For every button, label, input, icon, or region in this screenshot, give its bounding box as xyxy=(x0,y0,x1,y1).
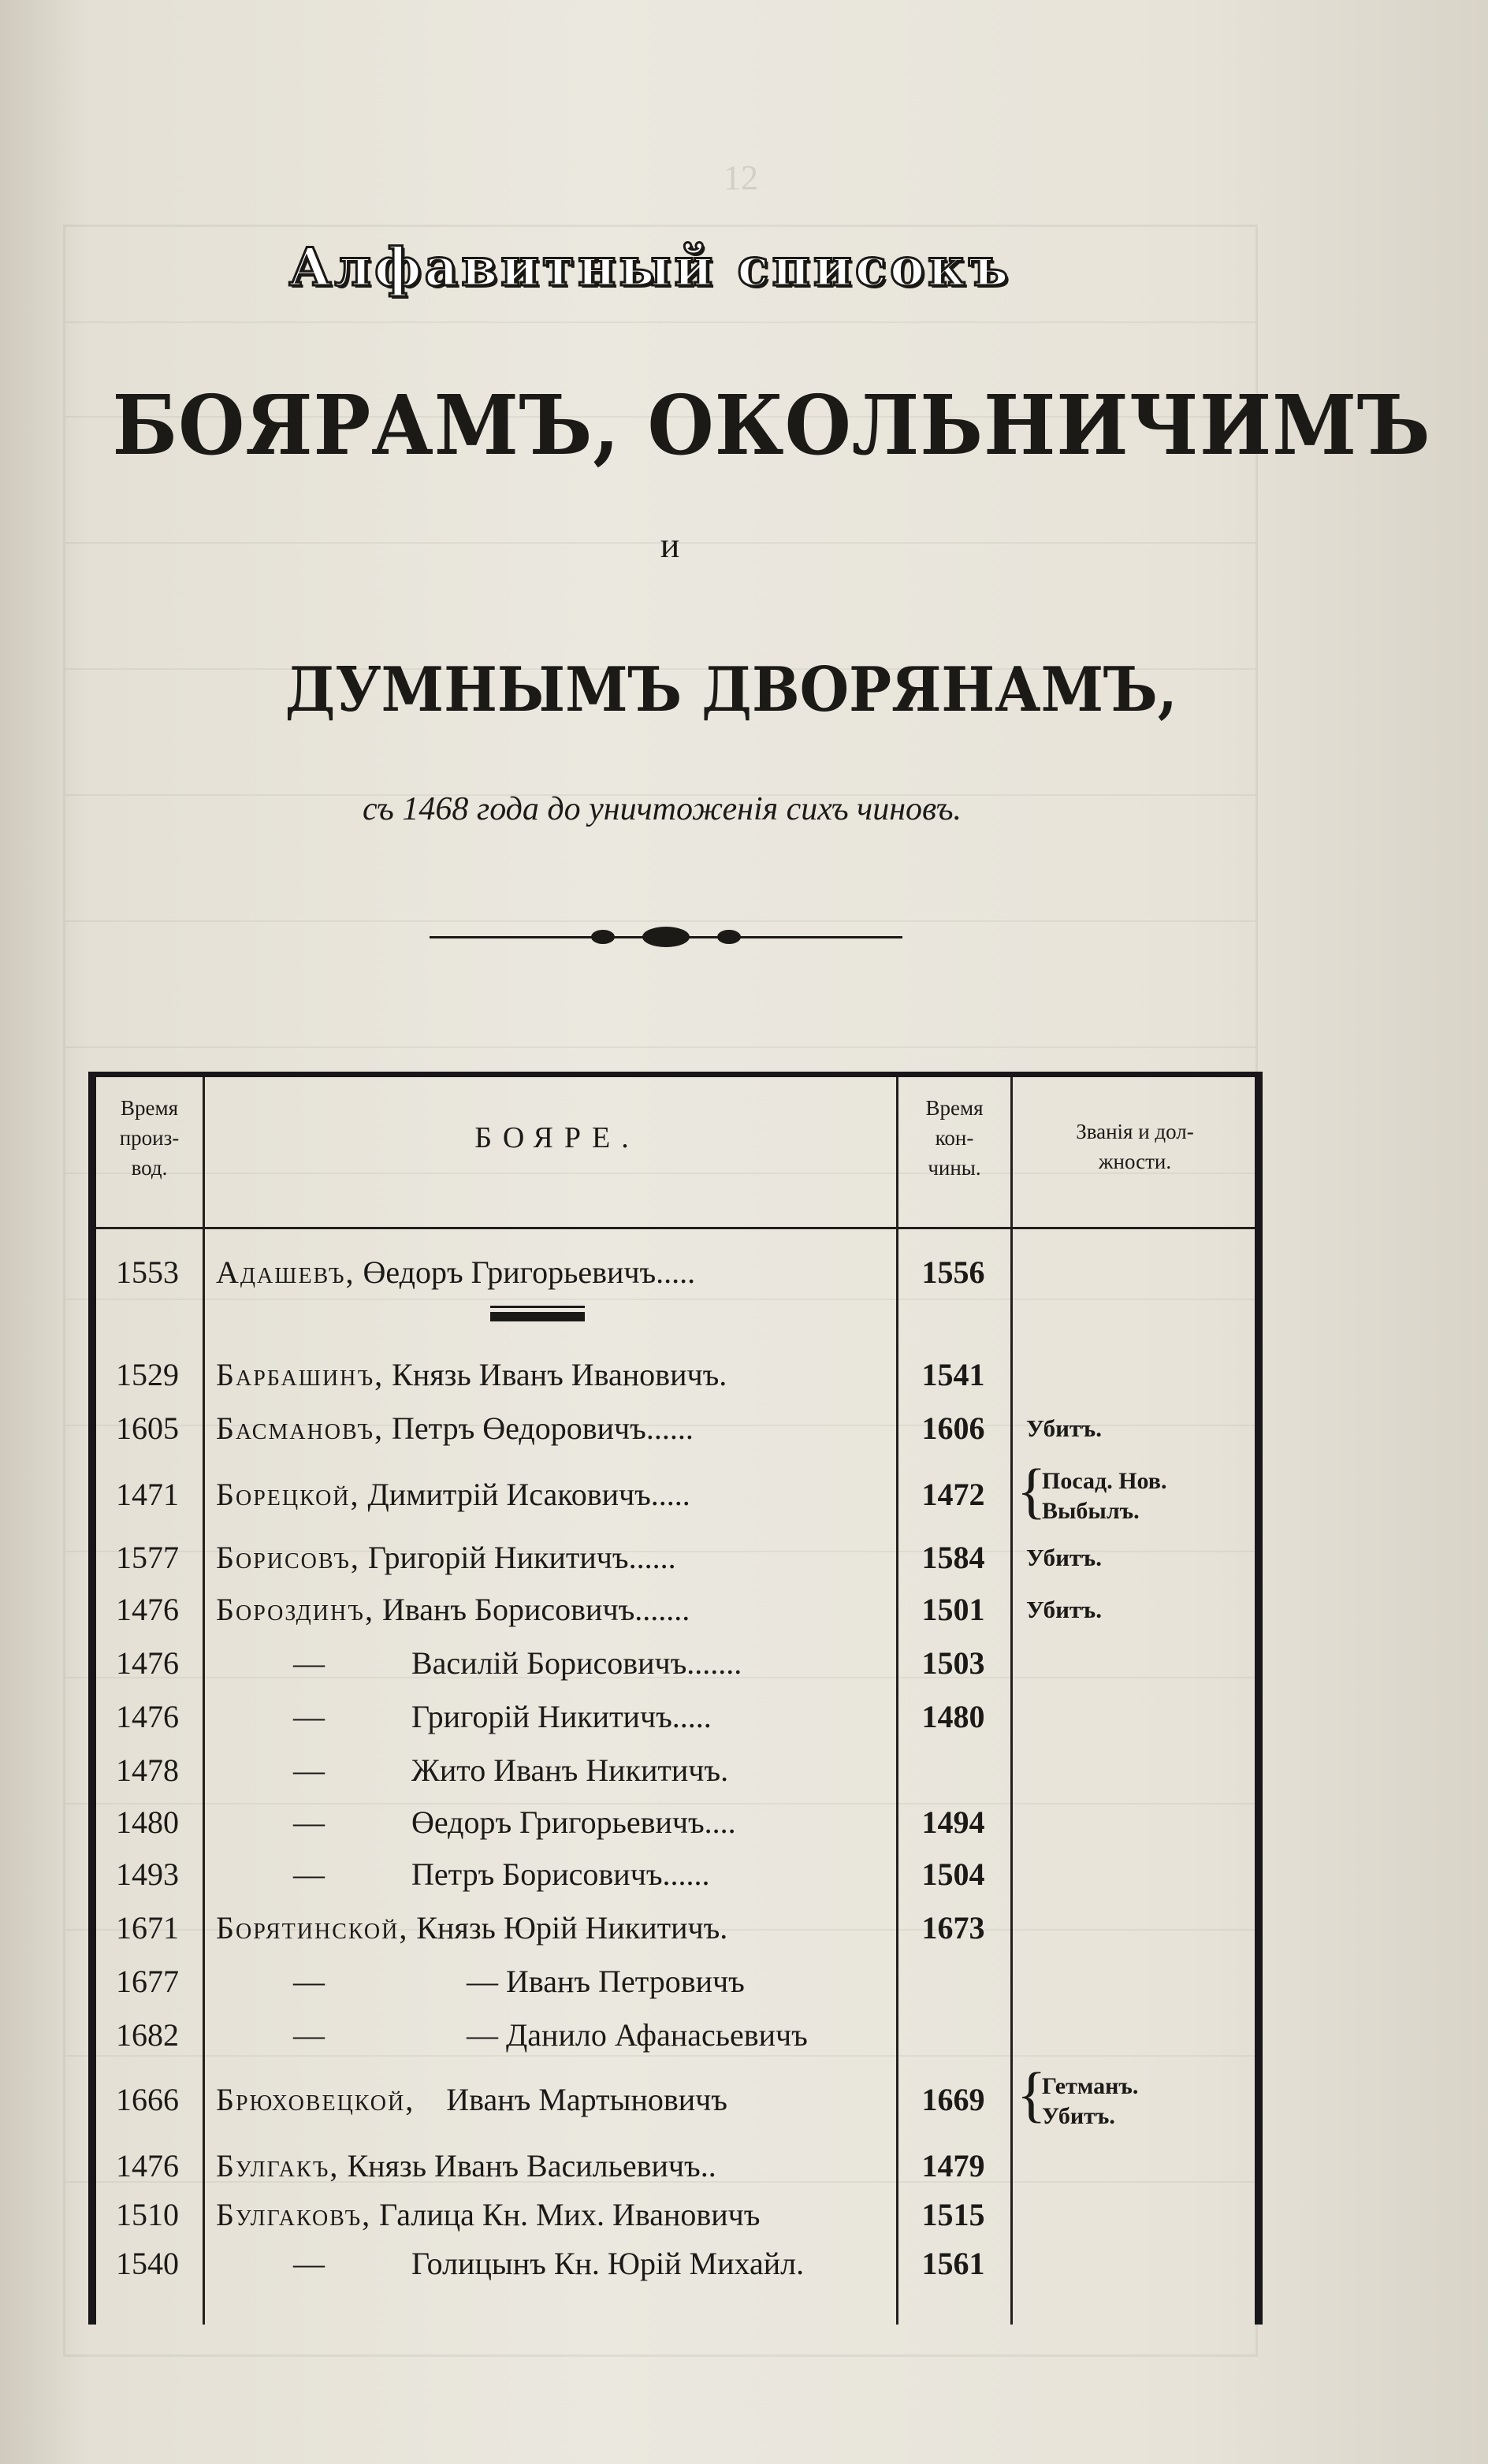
end-year: 1494 xyxy=(921,1804,985,1840)
given-name: Князь Иванъ Васильевичъ.. xyxy=(347,2148,716,2183)
table-row xyxy=(96,1958,1255,2005)
table-row xyxy=(96,1851,1255,1898)
start-year: 1493 xyxy=(116,1856,179,1892)
surname: Борятинской, xyxy=(216,1910,409,1946)
start-year: 1480 xyxy=(116,1804,179,1840)
given-name: Өедоръ Григорьевичъ..... xyxy=(363,1254,696,1290)
table-row xyxy=(96,1351,1255,1399)
end-year: 1504 xyxy=(921,1856,985,1892)
end-year: 1472 xyxy=(921,1477,985,1512)
start-year: 1677 xyxy=(116,1964,179,1999)
table-row xyxy=(96,2191,1255,2239)
boyar-name xyxy=(216,1249,902,1296)
given-name: Григорій Никитичъ..... xyxy=(411,1699,712,1734)
ditto-dash: — xyxy=(293,1856,325,1892)
table-row xyxy=(96,1586,1255,1633)
surname: Адашевъ, xyxy=(216,1254,355,1290)
ditto-dash: — xyxy=(293,1752,325,1788)
start-year: 1476 xyxy=(116,1699,179,1734)
table-row xyxy=(96,2143,1255,2190)
given-name: Жито Иванъ Никитичъ. xyxy=(411,1752,729,1788)
surname: Барбашинъ, xyxy=(216,1357,385,1392)
end-year: 1669 xyxy=(921,2082,985,2117)
note-line: Убитъ. xyxy=(1042,2103,1115,2129)
brace-icon: { xyxy=(1017,1456,1047,1525)
given-name: Өедоръ Григорьевичъ.... xyxy=(411,1804,736,1840)
ditto-dash: — xyxy=(293,1645,325,1681)
page-subtitle: съ 1468 года до уничтоженія сихъ чиновъ. xyxy=(362,791,962,827)
given-name: Иванъ Борисовичъ....... xyxy=(381,1592,690,1627)
table-row xyxy=(96,1799,1255,1846)
note: Убитъ. xyxy=(1026,1414,1102,1442)
surname: Булгакъ, xyxy=(216,2148,340,2183)
start-year: 1510 xyxy=(116,2197,179,2232)
ornament-divider xyxy=(430,922,902,953)
end-year: 1561 xyxy=(921,2246,985,2281)
table-row xyxy=(96,2012,1255,2059)
given-name: Григорій Никитичъ...... xyxy=(367,1540,676,1575)
start-year: 1476 xyxy=(116,1645,179,1681)
table-row xyxy=(96,1905,1255,1952)
header-start-year: Время произ- вод. xyxy=(119,1096,180,1180)
boyar-name xyxy=(216,1471,902,1518)
given-name: — Иванъ Петровичъ xyxy=(467,1964,745,1999)
table-row xyxy=(96,1534,1255,1581)
start-year: 1478 xyxy=(116,1752,179,1788)
given-name: Голицынъ Кн. Юрій Михайл. xyxy=(411,2246,805,2281)
note: Убитъ. xyxy=(1026,1544,1102,1571)
start-year: 1529 xyxy=(116,1357,179,1392)
ditto-dash: — xyxy=(293,1804,325,1840)
section-separator-bar xyxy=(490,1312,585,1321)
start-year: 1577 xyxy=(116,1540,179,1575)
given-name: Петръ Өедоровичъ...... xyxy=(391,1410,694,1446)
given-name: Иванъ Мартыновичъ xyxy=(446,2082,727,2117)
surname: Басмановъ, xyxy=(216,1410,384,1446)
end-year: 1673 xyxy=(921,1910,985,1946)
ditto-dash: — xyxy=(293,2017,325,2053)
start-year: 1476 xyxy=(116,1592,179,1627)
boyar-name xyxy=(216,1586,902,1633)
given-name: Галица Кн. Мих. Ивановичъ xyxy=(379,2197,761,2232)
surname: Борисовъ, xyxy=(216,1540,360,1575)
header-notes: Званія и дол- жности. xyxy=(1076,1120,1194,1173)
start-year: 1553 xyxy=(116,1254,179,1290)
page-title-line2: БОЯРАМЪ, ОКОЛЬНИЧИМЪ xyxy=(112,377,1431,474)
end-year: 1503 xyxy=(921,1645,985,1681)
header-end-year: Время кон- чины. xyxy=(925,1096,984,1180)
surname: Брюховецкой, xyxy=(216,2082,415,2117)
table-row xyxy=(96,1640,1255,1687)
brace-icon: { xyxy=(1017,2060,1047,2128)
boyar-name xyxy=(216,1905,902,1952)
end-year: 1541 xyxy=(921,1357,985,1392)
start-year: 1605 xyxy=(116,1410,179,1446)
end-year: 1556 xyxy=(921,1254,985,1290)
end-year: 1480 xyxy=(921,1699,985,1734)
note: Убитъ. xyxy=(1026,1596,1102,1623)
boyar-name xyxy=(216,1351,902,1399)
given-name: Петръ Борисовичъ...... xyxy=(411,1856,710,1892)
given-name: Князь Юрій Никитичъ. xyxy=(416,1910,728,1946)
given-name: Димитрій Исаковичъ..... xyxy=(367,1477,690,1512)
start-year: 1682 xyxy=(116,2017,179,2053)
start-year: 1471 xyxy=(116,1477,179,1512)
given-name: — Данило Афанасьевичъ xyxy=(467,2017,808,2053)
page-title-line1: Алфавитный списокъ xyxy=(288,236,1012,298)
surname: Борецкой, xyxy=(216,1477,360,1512)
table-row xyxy=(96,1747,1255,1794)
ditto-dash: — xyxy=(293,2246,325,2281)
start-year: 1540 xyxy=(116,2246,179,2281)
section-separator xyxy=(490,1306,585,1308)
page-title-line3: ДУМНЫМЪ ДВОРЯНАМЪ, xyxy=(285,654,1177,726)
header-divider xyxy=(96,1227,1255,1229)
start-year: 1476 xyxy=(116,2148,179,2183)
start-year: 1666 xyxy=(116,2082,179,2117)
boyar-name xyxy=(216,2076,902,2124)
surname: Бороздинъ, xyxy=(216,1592,374,1627)
table-row xyxy=(96,2240,1255,2287)
given-name: Василій Борисовичъ....... xyxy=(411,1645,742,1681)
end-year: 1501 xyxy=(921,1592,985,1627)
page-title-conjunction: и xyxy=(660,525,680,565)
table-row xyxy=(96,1693,1255,1741)
header-boyars: БОЯРЕ. xyxy=(474,1121,640,1154)
note-line: Посад. Нов. xyxy=(1042,1468,1167,1494)
boyar-name xyxy=(216,1534,902,1581)
note-line: Выбылъ. xyxy=(1042,1498,1140,1524)
given-name: Князь Иванъ Ивановичъ. xyxy=(392,1357,727,1392)
table-row xyxy=(96,1249,1255,1296)
page-number: 12 xyxy=(724,158,758,197)
boyars-table xyxy=(88,1072,1263,2325)
surname: Булгаковъ, xyxy=(216,2197,372,2232)
boyar-name xyxy=(216,2191,902,2239)
ditto-dash: — xyxy=(293,1699,325,1734)
end-year: 1479 xyxy=(921,2148,985,2183)
end-year: 1515 xyxy=(921,2197,985,2232)
ditto-dash: — xyxy=(293,1964,325,1999)
end-year: 1584 xyxy=(921,1540,985,1575)
table-row xyxy=(96,1405,1255,1452)
boyar-name xyxy=(216,2143,902,2190)
note-line: Гетманъ. xyxy=(1042,2073,1139,2099)
end-year: 1606 xyxy=(921,1410,985,1446)
start-year: 1671 xyxy=(116,1910,179,1946)
boyar-name xyxy=(216,1405,902,1452)
